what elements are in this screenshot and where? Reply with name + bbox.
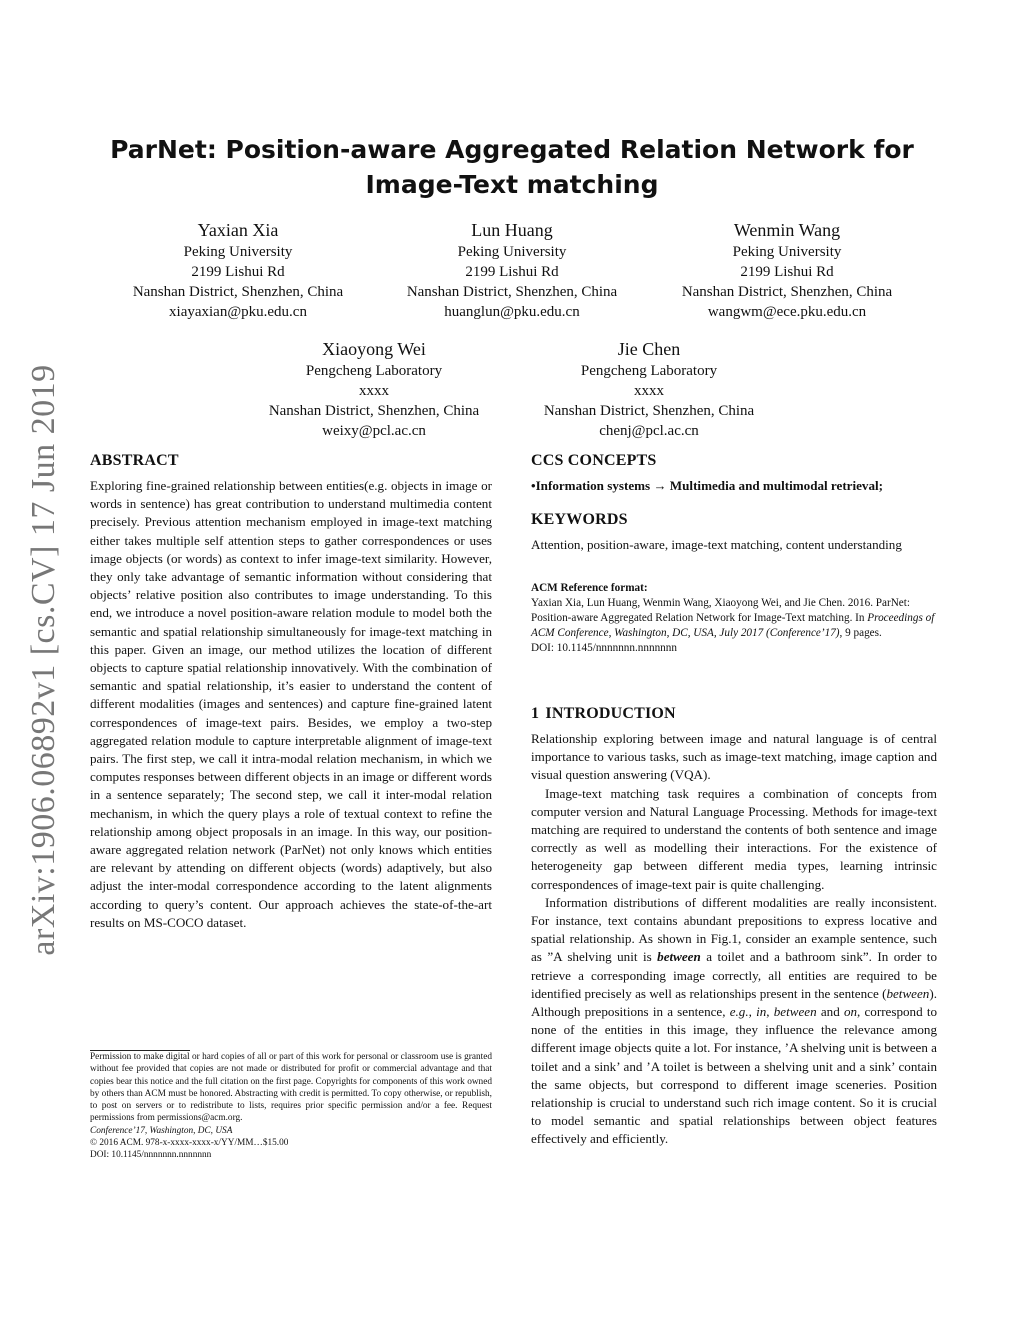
author-city: Nanshan District, Shenzhen, China: [543, 403, 755, 419]
intro-paragraph-1: Relationship exploring between image and natural language is of central importance to various tasks, such as image-text matching, image caption and visual question answering (VQA).: [531, 731, 937, 783]
abstract-paragraph: Exploring fine-grained relationship between entities(e.g. objects in image or words in sentence) has great contribution to understand multimedia content precisely. Previous attention mechanism employed in image-text matching either takes multiple self attention steps to gather correspondences or uses image objects (or words) as context to infer image-text similarity. However, they only take advantage of semantic information without considering that objects’ relative position also contributes to image understanding. To this end, we introduce a novel position-aware relation module to model both the semantic and spatial relationship simultaneously for image-text matching in this paper. Given an image, our method utilizes the location of different objects to capture spatial relationship innovatively. With the combination of semantic and spatial relationship, it’s easier to understand the content of different modalities (images and sentences) and capture fine-grained latent correspondences of image-text pairs. Besides, we employ a two-step aggregated relation module to capture interpretable alignment of image-text pairs. The first step, we call it intra-modal relation mechanism, in which we computes responses between different objects in an image or different words in a sentence separately; The second step, we call it inter-modal relation mechanism, in which the query plays a role of textual context to refine the relationship among object proposals in an image. In this way, our position-aware aggregated relation network (ParNet) not only knows which entities are relevant by attending on different objects (words) adaptively, but also adjust the inter-modal correspondence according to the latent alignments according to query’s content. Our approach achieves the state-of-the-art results on MS-COCO dataset.: [90, 478, 492, 930]
italic-on: on: [843, 1004, 858, 1020]
author-block-3: [657, 218, 917, 322]
italic-between: between: [886, 985, 930, 1001]
abstract-heading: ABSTRACT: [90, 452, 179, 469]
author-city: Nanshan District, Shenzhen, China: [268, 403, 480, 419]
author-name: Wenmin Wang: [733, 220, 841, 240]
author-city: Nanshan District, Shenzhen, China: [406, 284, 618, 300]
intro-p3-comma: ,: [766, 1004, 770, 1020]
author-email: chenj@pcl.ac.cn: [599, 423, 699, 439]
doi-line: DOI: 10.1145/nnnnnnn.nnnnnnn: [90, 1150, 212, 1161]
author-city: Nanshan District, Shenzhen, China: [681, 284, 893, 300]
permission-notice: Permission to make digital or hard copies of all or part of this work for personal or classroom use is granted without fee provided that copies are not made or distributed for profit or commercial advantage and that copies bear this notice and the full citation on the first page. Copyrights for components of this work owned by others than ACM must be honored. Abstracting with credit is permitted. To copy otherwise, or republish, to post on servers or to redistribute to lists, requires prior specific permission and/or a fee. Request permissions from permissions@acm.org.: [90, 1052, 492, 1124]
acm-reference-heading: ACM Reference format:: [531, 582, 648, 594]
copyright-footnote: [90, 1051, 492, 1162]
author-email: xiayaxian@pku.edu.cn: [169, 304, 307, 320]
intro-p3-part-d: , correspond to none of the entities in this image, they influence the relevance among different image objects quite a lot. For instance, ’A shelving unit is between a toilet and a sink’ and ’A toilet is between a shelving unit and a sink’ contain the same objects, but correspond to different image sceneries. Position relationship is crucial to understand such rich image content. So it is crucial to model semantic and spatial relationships between object features effectively and efficiently.: [531, 1004, 938, 1147]
acm-reference-citation: [531, 596, 937, 641]
abstract-text: [90, 477, 492, 932]
author-affiliation: Peking University: [457, 244, 567, 260]
author-block-2: [382, 218, 642, 322]
author-street: 2199 Lishui Rd: [465, 264, 559, 280]
author-name: Lun Huang: [471, 220, 553, 240]
intro-paragraph-2: Image-text matching task requires a combination of concepts from computer version and Natural Language Processing. Methods for image-text matching are required to understand the contents of both sentence and image correctly as well as modelling their interactions. For the existence of heterogeneity gap between different media types, learning intrinsic correspondences of image-text pair is quite challenging.: [531, 785, 937, 892]
acm-ref-doi: DOI: 10.1145/nnnnnnn.nnnnnnn: [531, 642, 677, 655]
intro-p3-part-c: ). Although prepositions in a sentence,: [531, 985, 937, 1020]
author-block-5: [519, 337, 779, 441]
author-email: huanglun@pku.edu.cn: [444, 304, 580, 320]
acm-ref-proceedings: Proceedings of ACM Conference, Washington, DC, USA, July 2017 (Conference’17),: [531, 612, 935, 640]
paper-title: [0, 132, 1024, 202]
author-name: Jie Chen: [617, 339, 681, 359]
keywords-text: Attention, position-aware, image-text matching, content understanding: [531, 537, 902, 552]
intro-paragraph-3: [531, 894, 937, 1149]
title-line-2: Image-Text matching: [365, 170, 659, 199]
italic-between-2: between: [773, 1004, 817, 1020]
author-block-1: [108, 218, 368, 322]
acm-reference: [531, 581, 937, 656]
conference-line: Conference’17, Washington, DC, USA: [90, 1125, 233, 1136]
ccs-heading: CCS CONCEPTS: [531, 452, 657, 469]
author-affiliation: Peking University: [732, 244, 842, 260]
author-street: 2199 Lishui Rd: [740, 264, 834, 280]
intro-heading: 1 INTRODUCTION: [531, 705, 676, 722]
author-name: Xiaoyong Wei: [322, 339, 426, 359]
author-street: 2199 Lishui Rd: [191, 264, 285, 280]
author-affiliation: Pengcheng Laboratory: [580, 363, 718, 379]
title-line-1: ParNet: Position-aware Aggregated Relation Network for: [110, 135, 914, 164]
emphasis-between: between: [657, 949, 701, 965]
author-name: Yaxian Xia: [197, 220, 279, 240]
intro-p3-part-a: Information distributions of different modalities are really inconsistent. For instance, text contains abundant prepositions to express locative and spatial relationship. As shown in Fig.1, consider an example sentence, such as ”A shelving unit is: [531, 894, 937, 965]
author-block-4: [244, 337, 504, 441]
introduction-text: [531, 730, 937, 1149]
copyright-line: © 2016 ACM. 978-x-xxxx-xxxx-x/YY/MM…$15.00: [90, 1138, 289, 1149]
acm-ref-authors: Yaxian Xia, Lun Huang, Wenmin Wang, Xiaoyong Wei, and Jie Chen. 2016.: [531, 597, 873, 610]
author-affiliation: Pengcheng Laboratory: [305, 363, 443, 379]
italic-in: in: [756, 1004, 767, 1020]
ccs-concepts: •Information systems → Multimedia and multimodal retrieval;: [531, 478, 884, 493]
intro-p3-and: and: [820, 1004, 840, 1020]
keywords-heading: KEYWORDS: [531, 511, 628, 528]
author-city: Nanshan District, Shenzhen, China: [132, 284, 344, 300]
italic-eg: e.g.,: [729, 1004, 752, 1020]
acm-ref-title: ParNet: Position-aware Aggregated Relation Network for Image-Text matching. In: [531, 597, 910, 625]
author-street: xxxx: [634, 383, 664, 399]
intro-p3-part-b: a toilet and a bathroom sink”. In order to retrieve a corresponding image correctly, all entities are required to be identified precisely as well as relationships present in the sentence (: [531, 949, 937, 1001]
arxiv-identifier: arXiv:1906.06892v1 [cs.CV] 17 Jun 2019: [25, 364, 62, 956]
acm-ref-pages: 9 pages.: [845, 627, 882, 640]
author-email: weixy@pcl.ac.cn: [322, 423, 426, 439]
author-affiliation: Peking University: [183, 244, 293, 260]
author-street: xxxx: [359, 383, 389, 399]
author-email: wangwm@ece.pku.edu.cn: [707, 304, 867, 320]
